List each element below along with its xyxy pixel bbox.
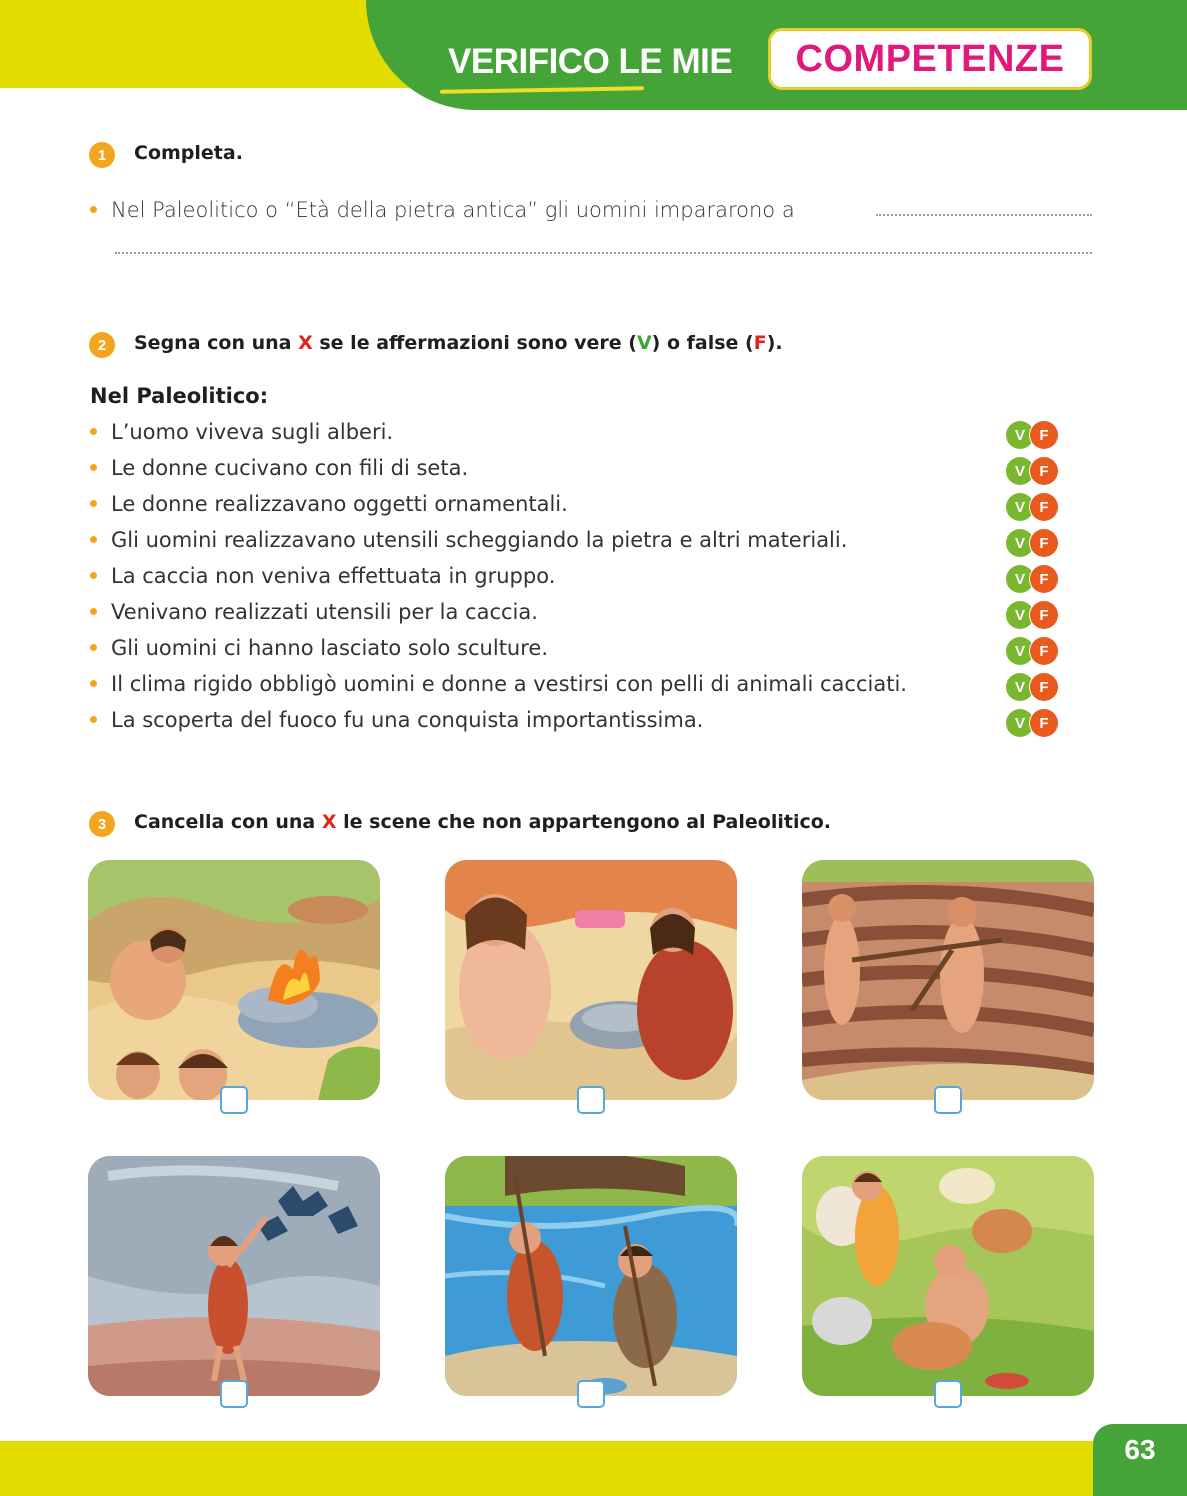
exercise-2-title-v: V — [636, 332, 652, 354]
scene-4-checkbox[interactable] — [220, 1380, 248, 1408]
true-badge[interactable]: V — [1006, 637, 1034, 665]
vf-badges — [1006, 493, 1058, 521]
statement-label: Venivano realizzati utensili per la caccia. — [111, 600, 538, 624]
vf-badges — [1006, 637, 1058, 665]
bullet-dot — [90, 536, 97, 543]
statement-text — [90, 600, 538, 624]
scene-6-checkbox[interactable] — [934, 1380, 962, 1408]
false-badge[interactable]: F — [1030, 493, 1058, 521]
scene-1-checkbox[interactable] — [220, 1086, 248, 1114]
statement-label: L’uomo viveva sugli alberi. — [111, 420, 394, 444]
exercise-1-sentence-text: Nel Paleolitico o “Età della pietra antica” gli uomini impararono a — [111, 198, 795, 222]
exercise-2-title — [134, 332, 783, 354]
true-badge[interactable]: V — [1006, 529, 1034, 557]
bullet-dot — [90, 464, 97, 471]
header-title-box: COMPETENZE — [768, 28, 1092, 90]
false-badge[interactable]: F — [1030, 421, 1058, 449]
statement-label: Il clima rigido obbligò uomini e donne a vestirsi con pelli di animali cacciati. — [111, 672, 907, 696]
exercise-2-title-x: X — [298, 332, 313, 354]
false-badge[interactable]: F — [1030, 457, 1058, 485]
scene-2-checkbox[interactable] — [577, 1086, 605, 1114]
scene-fishing-illustration — [445, 1156, 737, 1396]
exercise-3-title-text-2: le scene che non appartengono al Paleolitico. — [336, 811, 831, 833]
vf-badges — [1006, 529, 1058, 557]
statement-row — [90, 454, 1080, 488]
scene-5-checkbox[interactable] — [577, 1380, 605, 1408]
statement-row — [90, 526, 1080, 560]
vf-badges — [1006, 421, 1058, 449]
statement-label: La scoperta del fuoco fu una conquista importantissima. — [111, 708, 704, 732]
statement-label: Gli uomini ci hanno lasciato solo sculture. — [111, 636, 549, 660]
exercise-1-title: Completa. — [134, 142, 243, 164]
statement-text — [90, 672, 907, 696]
true-badge[interactable]: V — [1006, 673, 1034, 701]
header-title-left: VERIFICO LE MIE — [448, 42, 733, 81]
statement-text — [90, 564, 555, 588]
false-badge[interactable]: F — [1030, 565, 1058, 593]
exercise-2-subheading: Nel Paleolitico: — [90, 384, 269, 408]
exercise-3-title-text-1: Cancella con una — [134, 811, 322, 833]
exercise-1-number: 1 — [89, 142, 115, 168]
vf-badges — [1006, 601, 1058, 629]
true-badge[interactable]: V — [1006, 565, 1034, 593]
false-badge[interactable]: F — [1030, 529, 1058, 557]
scene-3-checkbox[interactable] — [934, 1086, 962, 1114]
exercise-1-answer-line-1[interactable] — [876, 214, 1092, 216]
statement-row — [90, 706, 1080, 740]
statement-text — [90, 456, 468, 480]
footer-yellow-band — [0, 1441, 1187, 1496]
bullet-dot — [90, 428, 97, 435]
statement-text — [90, 708, 703, 732]
bullet-dot — [90, 500, 97, 507]
statement-text — [90, 528, 847, 552]
statement-text — [90, 492, 568, 516]
exercise-2-number: 2 — [89, 332, 115, 358]
true-badge[interactable]: V — [1006, 421, 1034, 449]
false-badge[interactable]: F — [1030, 601, 1058, 629]
vf-badges — [1006, 673, 1058, 701]
exercise-2-title-text-2: se le affermazioni sono vere ( — [312, 332, 637, 354]
statement-label: Le donne realizzavano oggetti ornamentali. — [111, 492, 568, 516]
vf-badges — [1006, 709, 1058, 737]
statement-label: La caccia non veniva effettuata in gruppo. — [111, 564, 556, 588]
true-badge[interactable]: V — [1006, 601, 1034, 629]
statement-text — [90, 636, 548, 660]
exercise-3-number: 3 — [89, 811, 115, 837]
bullet-dot — [90, 644, 97, 651]
false-badge[interactable]: F — [1030, 709, 1058, 737]
statement-row — [90, 598, 1080, 632]
exercise-2-title-text-3: ) o false ( — [651, 332, 754, 354]
statement-row — [90, 670, 1080, 704]
bullet-dot — [90, 608, 97, 615]
statement-row — [90, 490, 1080, 524]
exercise-2-title-text-4: ). — [766, 332, 783, 354]
scene-plowing-illustration — [802, 860, 1094, 1100]
true-badge[interactable]: V — [1006, 493, 1034, 521]
vf-badges — [1006, 457, 1058, 485]
page-number: 63 — [1124, 1434, 1156, 1465]
statement-text — [90, 420, 393, 444]
exercise-3-title-x: X — [321, 811, 337, 833]
statement-row — [90, 634, 1080, 668]
true-badge[interactable]: V — [1006, 709, 1034, 737]
exercise-1-sentence — [90, 198, 795, 222]
exercise-3-title — [134, 811, 831, 833]
scene-fire-illustration — [88, 860, 380, 1100]
vf-badges — [1006, 565, 1058, 593]
bullet-dot — [90, 680, 97, 687]
scene-tools-illustration — [445, 860, 737, 1100]
true-badge[interactable]: V — [1006, 457, 1034, 485]
false-badge[interactable]: F — [1030, 673, 1058, 701]
statement-row — [90, 418, 1080, 452]
exercise-2-title-f: F — [753, 332, 767, 354]
scene-cave-painting-illustration — [88, 1156, 380, 1396]
statement-label: Gli uomini realizzavano utensili scheggiando la pietra e altri materiali. — [111, 528, 848, 552]
exercise-2-title-text-1: Segna con una — [134, 332, 299, 354]
statement-label: Le donne cucivano con fili di seta. — [111, 456, 469, 480]
bullet-dot — [90, 206, 97, 213]
bullet-dot — [90, 572, 97, 579]
scene-animal-breeding-illustration — [802, 1156, 1094, 1396]
bullet-dot — [90, 716, 97, 723]
false-badge[interactable]: F — [1030, 637, 1058, 665]
statement-row — [90, 562, 1080, 596]
exercise-1-answer-line-2[interactable] — [115, 252, 1092, 254]
